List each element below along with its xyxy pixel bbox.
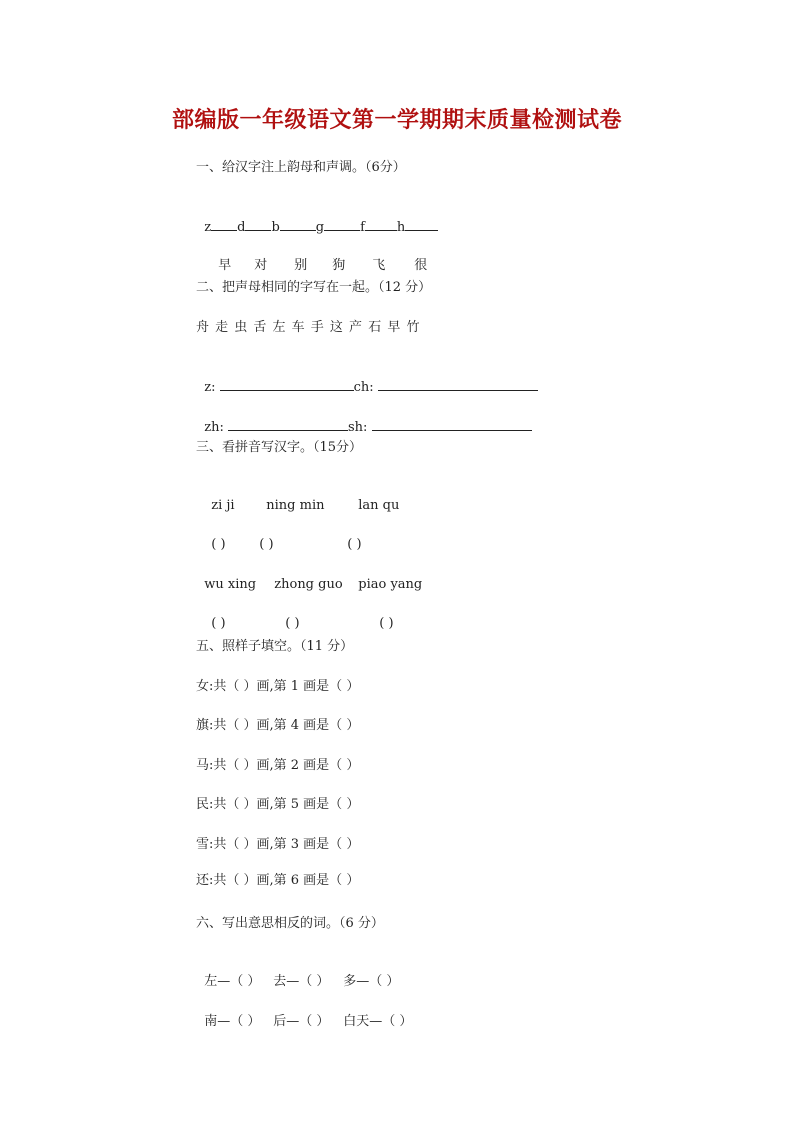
question-3-heading: 三、看拼音写汉字。（15分） [196, 440, 363, 455]
stroke-fill-line: 雪:共（ ）画,第 3 画是（ ） [196, 837, 360, 852]
answer-paren-row-2 [203, 597, 394, 633]
initial-f: f [360, 220, 365, 235]
pinyin-row-1 [203, 479, 399, 515]
antonym-item: 左—（ ） [204, 974, 261, 989]
character: 对 [254, 258, 268, 273]
sh-label: sh: [348, 420, 368, 435]
z-label: z: [204, 380, 216, 395]
antonym-row-1 [196, 955, 399, 991]
z-ch-row [196, 360, 538, 397]
antonym-row-2 [196, 995, 412, 1031]
answer-blank[interactable] [324, 218, 360, 231]
character: 很 [414, 258, 428, 273]
antonym-item: 白天—（ ） [343, 1014, 413, 1029]
answer-parentheses[interactable]: ( ) [211, 616, 226, 631]
answer-blank[interactable] [365, 218, 397, 231]
answer-parentheses[interactable]: ( ) [379, 616, 394, 631]
stroke-fill-line: 旗:共（ ）画,第 4 画是（ ） [196, 718, 360, 733]
question-2-heading: 二、把声母相同的字写在一起。（12 分） [196, 280, 432, 295]
q1-character-row [210, 239, 427, 275]
answer-blank[interactable] [280, 218, 316, 231]
pinyin: piao yang [358, 577, 423, 592]
stroke-fill-line: 女:共（ ）画,第 1 画是（ ） [196, 679, 360, 694]
initial-z: z [204, 220, 212, 235]
pinyin: wu xing [204, 577, 257, 592]
initial-b: b [271, 220, 280, 235]
character: 狗 [332, 258, 346, 273]
ch-label: ch: [353, 380, 374, 395]
question-6-heading: 六、写出意思相反的词。（6 分） [196, 916, 384, 931]
answer-parentheses[interactable]: ( ) [285, 616, 300, 631]
ch-answer-blank[interactable] [378, 378, 538, 391]
answer-blank[interactable] [211, 218, 237, 231]
q2-character-list: 舟 走 虫 舌 左 车 手 这 产 石 早 竹 [196, 320, 421, 335]
character: 飞 [372, 258, 386, 273]
answer-parentheses[interactable]: ( ) [211, 537, 226, 552]
stroke-fill-line: 马:共（ ）画,第 2 画是（ ） [196, 758, 360, 773]
z-answer-blank[interactable] [220, 378, 354, 391]
pinyin: zi ji [211, 498, 235, 513]
answer-blank[interactable] [405, 218, 438, 231]
zh-sh-row [196, 400, 532, 437]
antonym-item: 后—（ ） [273, 1014, 330, 1029]
answer-parentheses[interactable]: ( ) [347, 537, 362, 552]
initial-d: d [237, 220, 246, 235]
page-title: 部编版一年级语文第一学期期末质量检测试卷 [171, 107, 622, 133]
pinyin-row-2 [196, 558, 422, 594]
question-5-heading: 五、照样子填空。（11 分） [196, 639, 354, 654]
stroke-fill-line: 民:共（ ）画,第 5 画是（ ） [196, 797, 360, 812]
initials-blank-row [196, 200, 438, 237]
sh-answer-blank[interactable] [372, 418, 532, 431]
answer-paren-row-1 [203, 518, 362, 554]
initial-h: h [396, 220, 406, 235]
pinyin: lan qu [358, 498, 400, 513]
character: 别 [294, 258, 308, 273]
answer-parentheses[interactable]: ( ) [259, 537, 274, 552]
pinyin: ning min [266, 498, 325, 513]
antonym-item: 多—（ ） [343, 974, 400, 989]
character: 早 [218, 258, 232, 273]
zh-label: zh: [204, 420, 224, 435]
pinyin: zhong guo [274, 577, 343, 592]
antonym-item: 南—（ ） [204, 1014, 261, 1029]
stroke-fill-line: 还:共（ ）画,第 6 画是（ ） [196, 873, 360, 888]
answer-blank[interactable] [245, 218, 271, 231]
zh-answer-blank[interactable] [228, 418, 348, 431]
question-1-heading: 一、给汉字注上韵母和声调。（6分） [196, 160, 406, 175]
initial-g: g [315, 220, 325, 235]
antonym-item: 去—（ ） [273, 974, 330, 989]
